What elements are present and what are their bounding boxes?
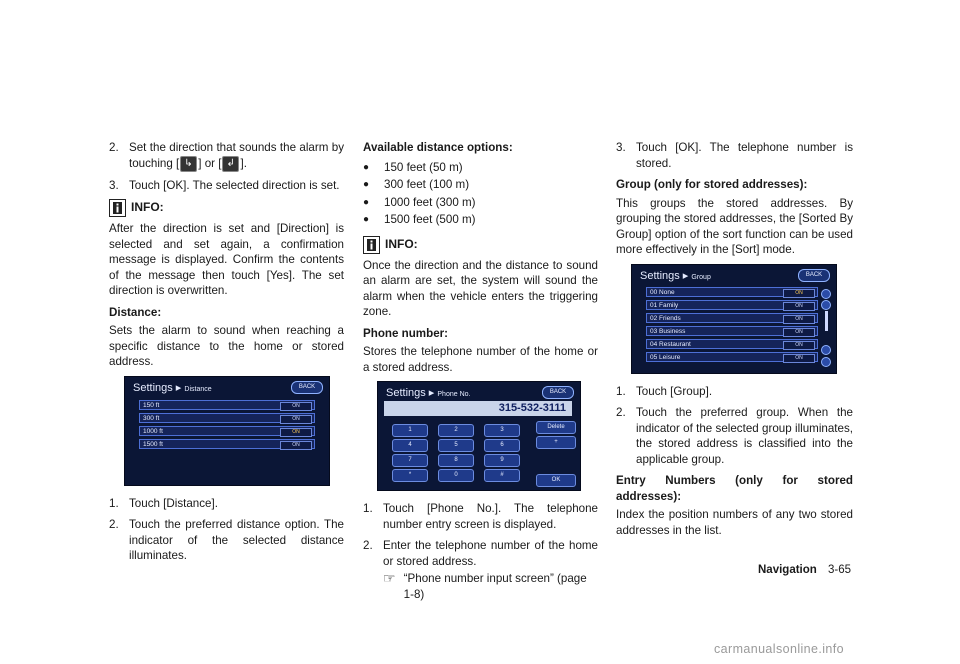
- key-9[interactable]: 9: [484, 454, 520, 467]
- back-button[interactable]: BACK: [542, 386, 574, 399]
- key-6[interactable]: 6: [484, 439, 520, 452]
- screen-header: Settings ▸ Group: [640, 269, 711, 282]
- ok-button[interactable]: OK: [536, 474, 576, 487]
- distance-option-row[interactable]: 300 ft ON: [139, 413, 315, 423]
- step-text: Set the direction that sounds the alarm by touching [: [129, 141, 344, 170]
- distance-option-row[interactable]: 1000 ft ON: [139, 426, 315, 436]
- key-hash[interactable]: #: [484, 469, 520, 482]
- step-text-joiner: ] or [: [198, 156, 222, 170]
- back-button[interactable]: BACK: [798, 269, 830, 282]
- distance-option-row[interactable]: 150 ft ON: [139, 400, 315, 410]
- key-0[interactable]: 0: [438, 469, 474, 482]
- indicator-switch: ON: [280, 441, 312, 450]
- key-3[interactable]: 3: [484, 424, 520, 437]
- key-1[interactable]: 1: [392, 424, 428, 437]
- scroll-up-icon[interactable]: [821, 289, 831, 299]
- key-7[interactable]: 7: [392, 454, 428, 467]
- key-4[interactable]: 4: [392, 439, 428, 452]
- phone-number-display: 315-532-3111: [384, 401, 572, 416]
- step-text-end: ].: [240, 156, 247, 170]
- info-text: Once the direction and the distance to sound an alarm are set, the system will sound the alarm when the vehicle enters the triggering zone.: [363, 258, 598, 318]
- entry-numbers-text: Index the position numbers of any two stored addresses in the list.: [616, 508, 853, 537]
- info-label: INFO:: [131, 200, 164, 215]
- info-heading: [363, 236, 598, 254]
- plus-button[interactable]: +: [536, 436, 576, 449]
- screen-header: Settings ▸ Distance: [133, 381, 212, 394]
- reference-text: “Phone number input screen” (page 1-8): [403, 572, 587, 601]
- arrow-left-icon: ↳: [180, 156, 197, 172]
- info-icon: [109, 199, 126, 217]
- group-screen: [631, 264, 837, 374]
- step-text: Touch [OK]. The selected direction is set.: [129, 178, 340, 192]
- group-option-row[interactable]: 05 Leisure ON: [646, 352, 818, 362]
- pointing-hand-icon: ☞: [383, 570, 396, 586]
- distance-step-2: 2. Touch the preferred distance option. The indicator of the selected distance illuminates.: [109, 518, 344, 562]
- scroll-down-icon[interactable]: [821, 345, 831, 355]
- group-option-row[interactable]: 00 None ON: [646, 287, 818, 297]
- phone-step-2: 2. Enter the telephone number of the home or stored address.: [363, 539, 598, 568]
- bullet-icon: ●: [363, 196, 370, 208]
- info-heading: [109, 199, 344, 217]
- group-option-row[interactable]: 01 Family ON: [646, 300, 818, 310]
- bullet-icon: ●: [363, 214, 370, 225]
- group-option-row[interactable]: 03 Business ON: [646, 326, 818, 336]
- indicator-switch: ON: [783, 341, 815, 350]
- list-item: ● 300 feet (100 m): [363, 178, 470, 191]
- options-heading: Available distance options:: [363, 141, 513, 154]
- indicator-switch: ON: [783, 302, 815, 311]
- step-3-direction: [109, 178, 344, 194]
- info-icon: [363, 236, 380, 254]
- group-step-2: 2. Touch the preferred group. When the indicator of the selected group illuminates, the stored address is classified into the applicable group.: [616, 406, 853, 466]
- info-text: After the direction is set and [Direction] is selected and set again, a confirmation message is displayed. Confirm the contents of the message then touch [Yes]. The set direction is overwritten.: [109, 222, 344, 297]
- watermark: carmanualsonline.info: [714, 642, 845, 656]
- bullet-icon: ●: [363, 179, 370, 190]
- column-middle: [363, 140, 598, 602]
- phone-step-3: 3. Touch [OK]. The telephone number is stored.: [616, 141, 853, 170]
- info-label: INFO:: [385, 236, 418, 251]
- delete-button[interactable]: Delete: [536, 421, 576, 434]
- key-5[interactable]: 5: [438, 439, 474, 452]
- screen-header: Settings ▸ Phone No.: [386, 387, 471, 399]
- indicator-switch-active: ON: [280, 428, 312, 437]
- distance-option-row[interactable]: 1500 ft ON: [139, 439, 315, 449]
- group-option-row[interactable]: 02 Friends ON: [646, 313, 818, 323]
- group-option-row[interactable]: 04 Restaurant ON: [646, 339, 818, 349]
- distance-screen: [124, 376, 330, 486]
- phone-screen: [377, 381, 581, 491]
- scrollbar[interactable]: [825, 311, 828, 331]
- phone-text: Stores the telephone number of the home or a stored address.: [363, 345, 598, 374]
- indicator-switch: ON: [280, 415, 312, 424]
- key-8[interactable]: 8: [438, 454, 474, 467]
- group-text: This groups the stored addresses. By grouping the stored addresses, the [Sorted By Group] option of the sort function can be used more effectively in the [Sort] mode.: [616, 196, 853, 256]
- phone-heading: Phone number:: [363, 326, 449, 340]
- page-number: 3-65: [828, 564, 852, 576]
- distance-step-1: 1. Touch [Distance].: [109, 496, 218, 510]
- phone-step-1: 1. Touch [Phone No.]. The telephone number entry screen is displayed.: [363, 502, 598, 531]
- indicator-switch: ON: [783, 354, 815, 363]
- indicator-switch-active: ON: [783, 289, 815, 298]
- scroll-up-icon[interactable]: [821, 300, 831, 310]
- step-number: 3.: [109, 178, 119, 192]
- group-step-1: 1. Touch [Group].: [616, 384, 713, 398]
- back-button[interactable]: BACK: [291, 381, 323, 394]
- arrow-right-icon: ↲: [222, 156, 239, 172]
- list-item: ● 1500 feet (500 m): [363, 213, 476, 226]
- page-reference: [383, 571, 598, 602]
- indicator-switch: ON: [280, 402, 312, 411]
- step-2-direction: [109, 140, 344, 172]
- list-item: ● 1000 feet (300 m): [363, 195, 476, 209]
- list-item: ● 150 feet (50 m): [363, 160, 463, 174]
- scroll-down-icon[interactable]: [821, 357, 831, 367]
- bullet-icon: ●: [363, 161, 370, 173]
- indicator-switch: ON: [783, 315, 815, 324]
- page-footer: [758, 563, 851, 579]
- key-2[interactable]: 2: [438, 424, 474, 437]
- column-left: [109, 140, 344, 570]
- distance-text: Sets the alarm to sound when reaching a specific distance to the home or stored address.: [109, 324, 344, 368]
- section-name: Navigation: [758, 564, 817, 576]
- distance-options-list: [363, 160, 598, 228]
- column-right: [616, 140, 853, 544]
- group-heading: Group (only for stored addresses):: [616, 178, 808, 191]
- indicator-switch: ON: [783, 328, 815, 337]
- key-star[interactable]: *: [392, 469, 428, 482]
- distance-heading: Distance:: [109, 305, 162, 319]
- entry-numbers-heading: Entry Numbers (only for stored addresses):: [616, 474, 853, 503]
- step-number: 2.: [109, 141, 119, 154]
